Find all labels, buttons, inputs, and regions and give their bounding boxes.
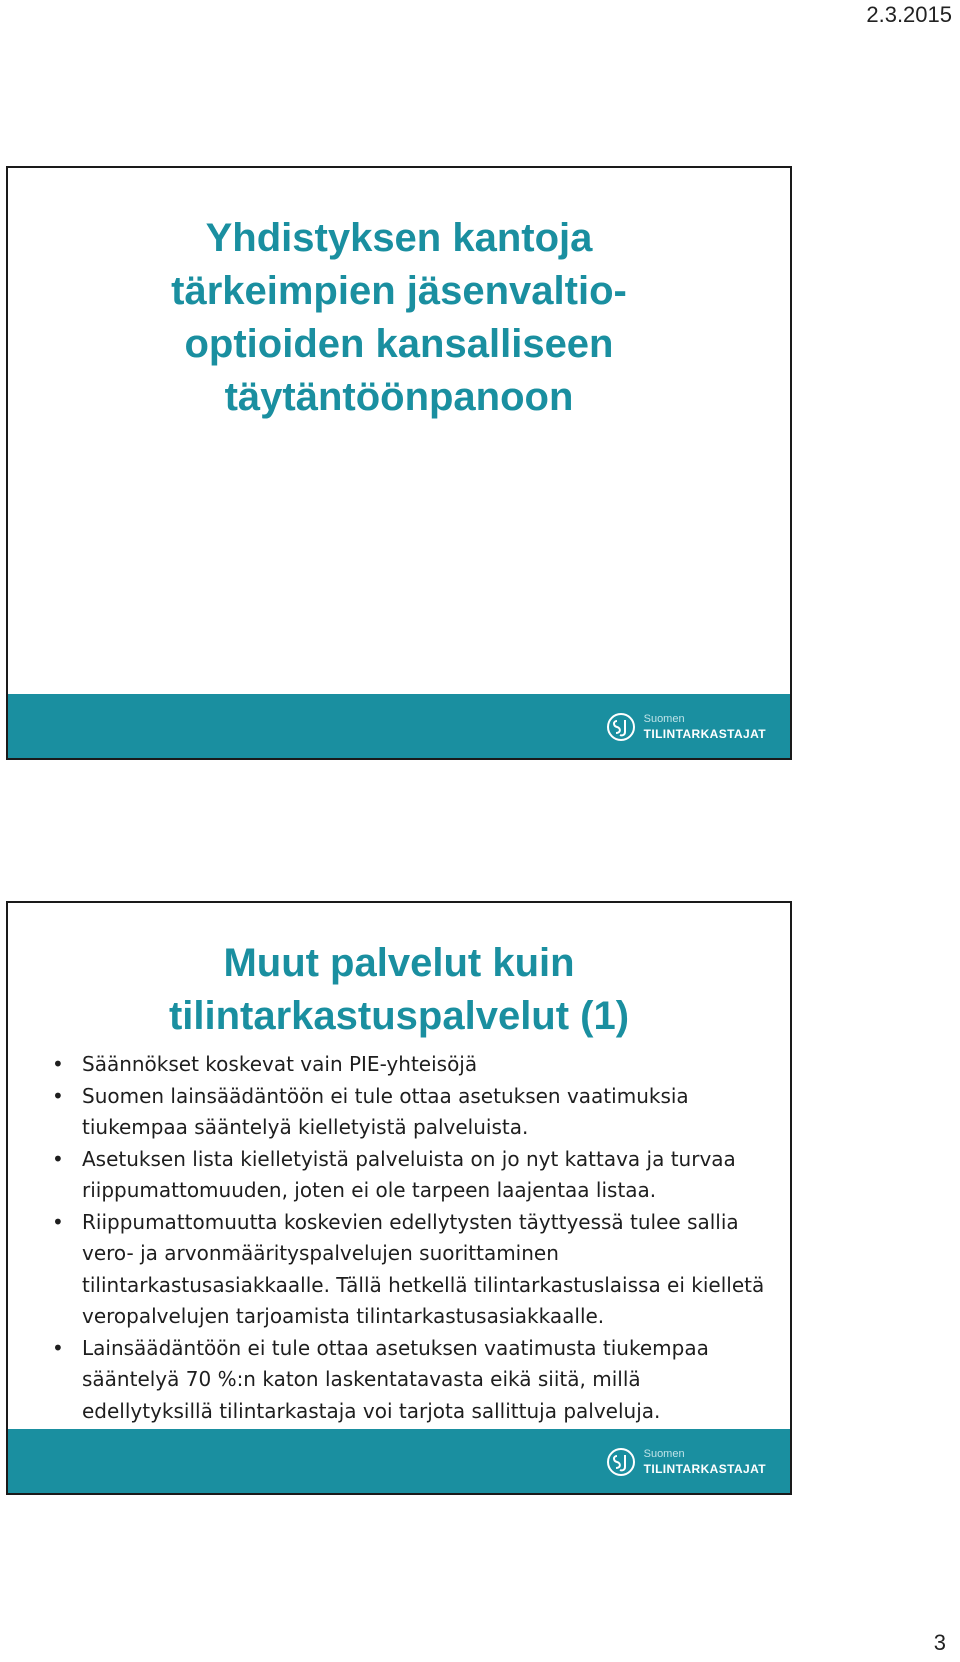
logo-top-text: Suomen bbox=[643, 1448, 685, 1460]
slide-2-title bbox=[8, 937, 790, 1043]
list-item: • Suomen lainsäädäntöön ei tule ottaa asetuksen vaatimuksia tiukempaa sääntelyä kielletyistä palveluista. bbox=[52, 1081, 770, 1144]
slide-1-title bbox=[8, 212, 790, 424]
logo-mark-icon bbox=[606, 712, 636, 742]
slide-2-title-line-1: Muut palvelut kuin bbox=[223, 941, 575, 985]
page-date: 2.3.2015 bbox=[866, 2, 952, 27]
slide-1-logo bbox=[606, 710, 766, 744]
slide-1-title-line-2: tärkeimpien jäsenvaltio- bbox=[171, 269, 627, 313]
list-item: • Asetuksen lista kielletyistä palveluista on jo nyt kattava ja turvaa riippumattomuuden, joten ei ole tarpeen laajentaa listaa. bbox=[52, 1144, 770, 1207]
slide-1-title-line-3: optioiden kansalliseen bbox=[184, 322, 614, 366]
page-number: 3 bbox=[933, 1630, 946, 1655]
list-item: • Säännökset koskevat vain PIE-yhteisöjä bbox=[52, 1049, 770, 1081]
slide-2-footer-band bbox=[8, 1429, 790, 1493]
slide-1 bbox=[6, 166, 792, 760]
slide-1-title-line-1: Yhdistyksen kantoja bbox=[205, 216, 593, 260]
logo-bottom-text: TILINTARKASTAJAT bbox=[643, 727, 766, 741]
logo-bottom-text: TILINTARKASTAJAT bbox=[643, 1462, 766, 1476]
slide-1-footer-band bbox=[8, 694, 790, 758]
slide-2-bullet-list bbox=[52, 1049, 770, 1427]
slide-1-title-line-4: täytäntöönpanoon bbox=[224, 375, 574, 419]
logo-top-text: Suomen bbox=[643, 713, 685, 725]
slide-2-title-line-2: tilintarkastuspalvelut (1) bbox=[168, 994, 630, 1038]
list-item: • Lainsäädäntöön ei tule ottaa asetuksen vaatimusta tiukempaa sääntelyä 70 %:n katon laskentatavasta eikä siitä, millä edellytyksillä tilintarkastaja voi tarjota sallittuja palveluja. bbox=[52, 1333, 770, 1428]
logo-mark-icon bbox=[606, 1447, 636, 1477]
slide-2-logo bbox=[606, 1445, 766, 1479]
slide-2 bbox=[6, 901, 792, 1495]
list-item: • Riippumattomuutta koskevien edellytysten täyttyessä tulee sallia vero- ja arvonmäärityspalvelujen suorittaminen tilintarkastusasiakkaalle. Tällä hetkellä tilintarkastuslaissa ei kielletä veropalvelujen tarjoamista tilintarkastusasiakkaalle. bbox=[52, 1207, 770, 1333]
